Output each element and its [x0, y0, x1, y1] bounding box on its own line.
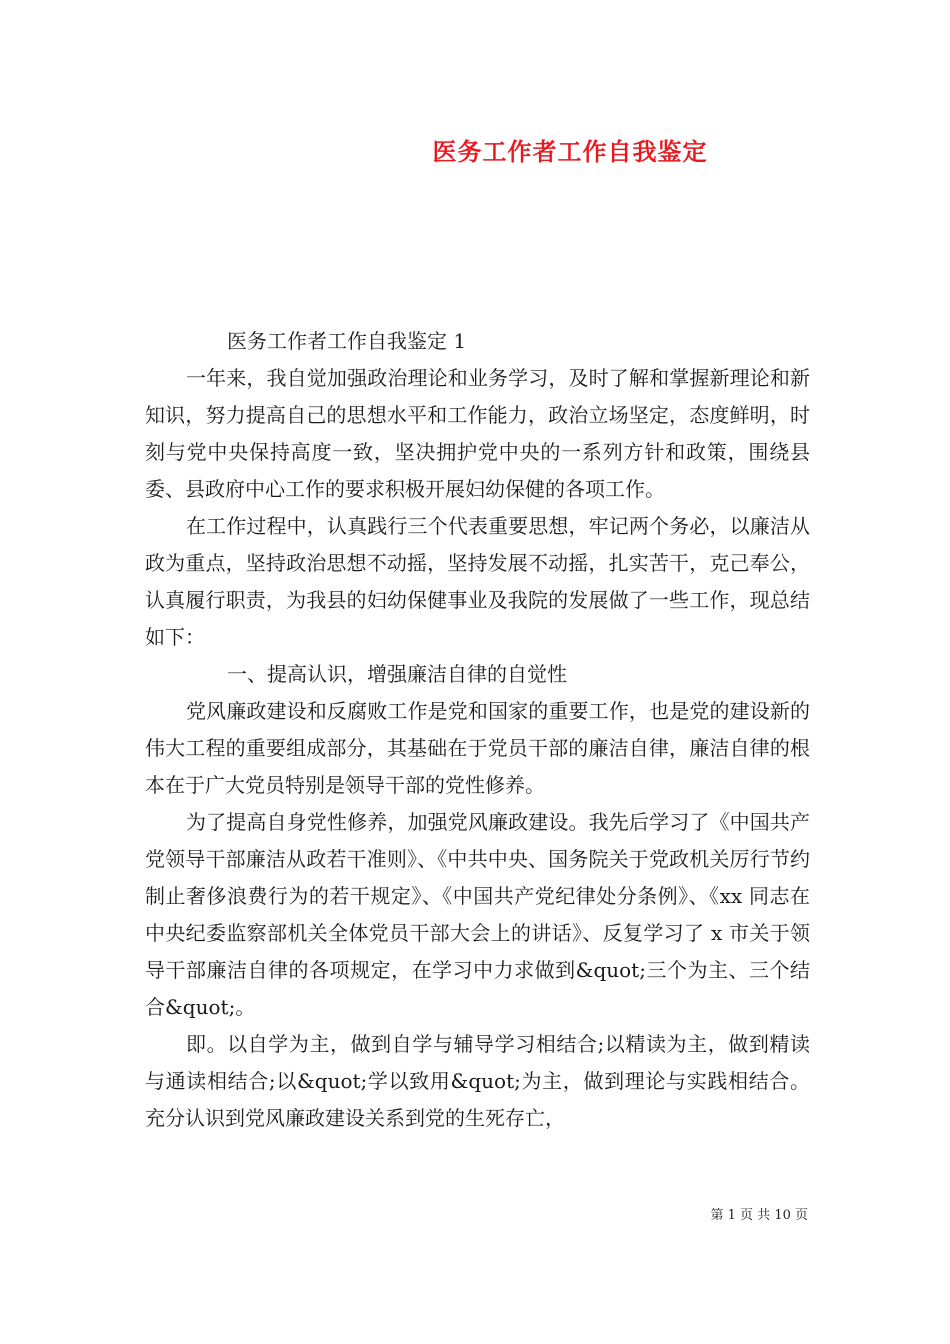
- paragraph-5: 即。以自学为主，做到自学与辅导学习相结合;以精读为主，做到精读与通读相结合;以&quot;学以致用&quot;为主，做到理论与实践相结合。充分认识到党风廉政建设关系到党的生死存亡，: [145, 1032, 810, 1130]
- page-footer: 第 1 页 共 10 页: [710, 1208, 808, 1223]
- section-heading-1: 一、提高认识，增强廉洁自律的自觉性: [227, 662, 567, 686]
- document-body: [145, 323, 810, 1137]
- section-subtitle: 医务工作者工作自我鉴定 1: [227, 329, 467, 353]
- paragraph-4: 为了提高自身党性修养，加强党风廉政建设。我先后学习了《中国共产党领导干部廉洁从政若干准则》、《中共中央、国务院关于党政机关厉行节约制止奢侈浪费行为的若干规定》、《中国共产党纪律处分条例》、《xx 同志在中央纪委监察部机关全体党员干部大会上的讲话》、反复学习了 x 市关于领导干部廉洁自律的各项规定，在学习中力求做到&quot;三个为主、三个结合&quot;。: [145, 810, 810, 1019]
- paragraph-3: 党风廉政建设和反腐败工作是党和国家的重要工作，也是党的建设新的伟大工程的重要组成部分，其基础在于党员干部的廉洁自律，廉洁自律的根本在于广大党员特别是领导干部的党性修养。: [145, 699, 810, 797]
- document-title: 医务工作者工作自我鉴定: [432, 137, 708, 166]
- paragraph-1: 一年来，我自觉加强政治理论和业务学习，及时了解和掌握新理论和新知识，努力提高自己的思想水平和工作能力，政治立场坚定，态度鲜明，时刻与党中央保持高度一致，坚决拥护党中央的一系列方针和政策，围绕县委、县政府中心工作的要求积极开展妇幼保健的各项工作。: [145, 366, 810, 501]
- paragraph-2: 在工作过程中，认真践行三个代表重要思想，牢记两个务必，以廉洁从政为重点，坚持政治思想不动摇，坚持发展不动摇，扎实苦干，克己奉公，认真履行职责，为我县的妇幼保健事业及我院的发展做了一些工作，现总结如下：: [145, 514, 810, 649]
